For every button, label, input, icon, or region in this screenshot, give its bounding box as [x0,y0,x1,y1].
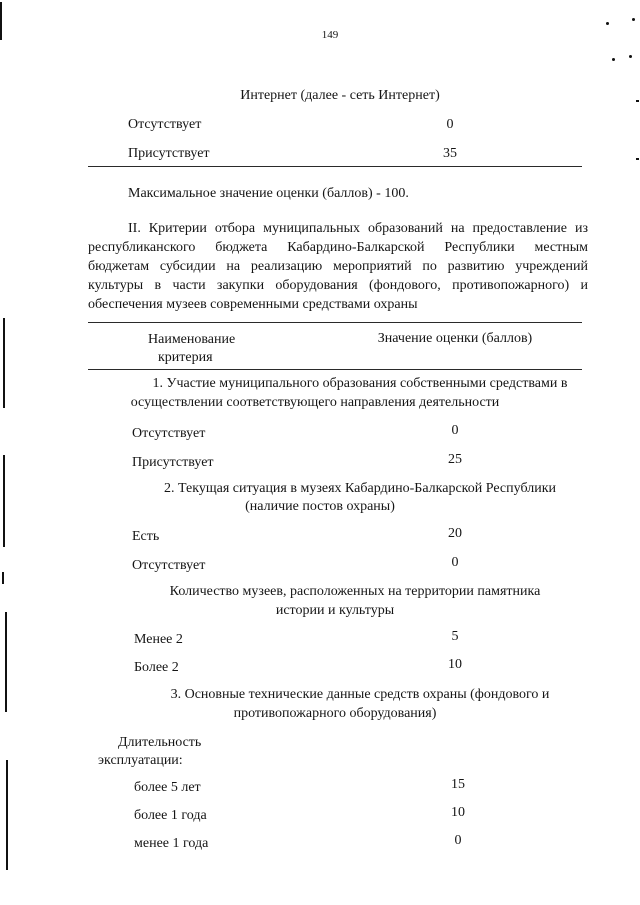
criterion-title: 1. Участие муниципального образования собственными средствами в [152,376,568,391]
criterion-title: 2. Текущая ситуация в музеях Кабардино-Балкарской Республики [164,481,556,496]
scan-mark [5,612,7,712]
row-label: Отсутствует [132,558,206,573]
criterion-title: противопожарного оборудования) [233,706,437,721]
col2-header: Значение оценки (баллов) [377,331,533,346]
criterion-title: истории и культуры [275,603,395,618]
max-score-text: Максимальное значение оценки (баллов) - 100. [128,186,409,201]
row-value: 10 [451,805,465,820]
row-value: 0 [451,555,459,570]
row-label: Присутствует [132,455,214,470]
page-number: 149 [321,29,339,41]
scan-mark [629,55,632,58]
section-title-line: обеспечения музеев современными средствами охраны [88,297,418,312]
row-label: Менее 2 [134,632,183,647]
scan-mark [632,18,635,21]
row-value: 35 [443,146,457,161]
section-title-line: республиканского бюджета Кабардино-Балкарской Республики местным [88,240,588,255]
row-value: 20 [448,526,462,541]
col1-header: Наименование [148,332,236,347]
row-label: более 1 года [134,808,207,823]
row-label: Более 2 [134,660,179,675]
criterion-title: осуществлении соответствующего направления деятельности [130,395,500,410]
criterion-title: (наличие постов охраны) [245,499,395,514]
row-value: 15 [451,777,465,792]
row-value: 10 [448,657,462,672]
row-value: 0 [454,833,462,848]
duration-label: Длительность [118,735,202,750]
section-heading: Интернет (далее - сеть Интернет) [240,88,440,103]
row-label: Присутствует [128,146,210,161]
scan-mark [0,2,2,40]
scan-mark [2,572,4,584]
scan-mark [3,318,5,408]
row-value: 5 [451,629,459,644]
section-title-line: культуры в части закупки оборудования (фондового, противопожарного) и [88,278,588,293]
scan-mark [606,22,609,25]
row-label: Отсутствует [132,426,206,441]
duration-label: эксплуатации: [98,753,183,768]
row-label: Отсутствует [128,117,202,132]
section-title [88,219,588,314]
row-label: более 5 лет [134,780,201,795]
criterion-title: Количество музеев, расположенных на территории памятника [169,584,541,599]
criterion-title: 3. Основные технические данные средств охраны (фондового и [170,687,550,702]
section-title-line: бюджетам субсидии на реализацию мероприятий по развитию учреждений [88,259,588,274]
scan-mark [636,158,639,160]
row-value: 0 [451,423,459,438]
section-title-line: II. Критерии отбора муниципальных образований на предоставление из [128,221,588,236]
row-label: менее 1 года [134,836,209,851]
row-value: 25 [448,452,462,467]
row-value: 0 [446,117,454,132]
scan-mark [6,760,8,870]
scan-mark [636,100,639,102]
col1-header: критерия [158,350,213,365]
row-label: Есть [132,529,160,544]
table-top-line [88,322,582,323]
divider-line [88,166,582,167]
table-header-line [88,369,582,370]
scan-mark [612,58,615,61]
scan-mark [3,455,5,547]
